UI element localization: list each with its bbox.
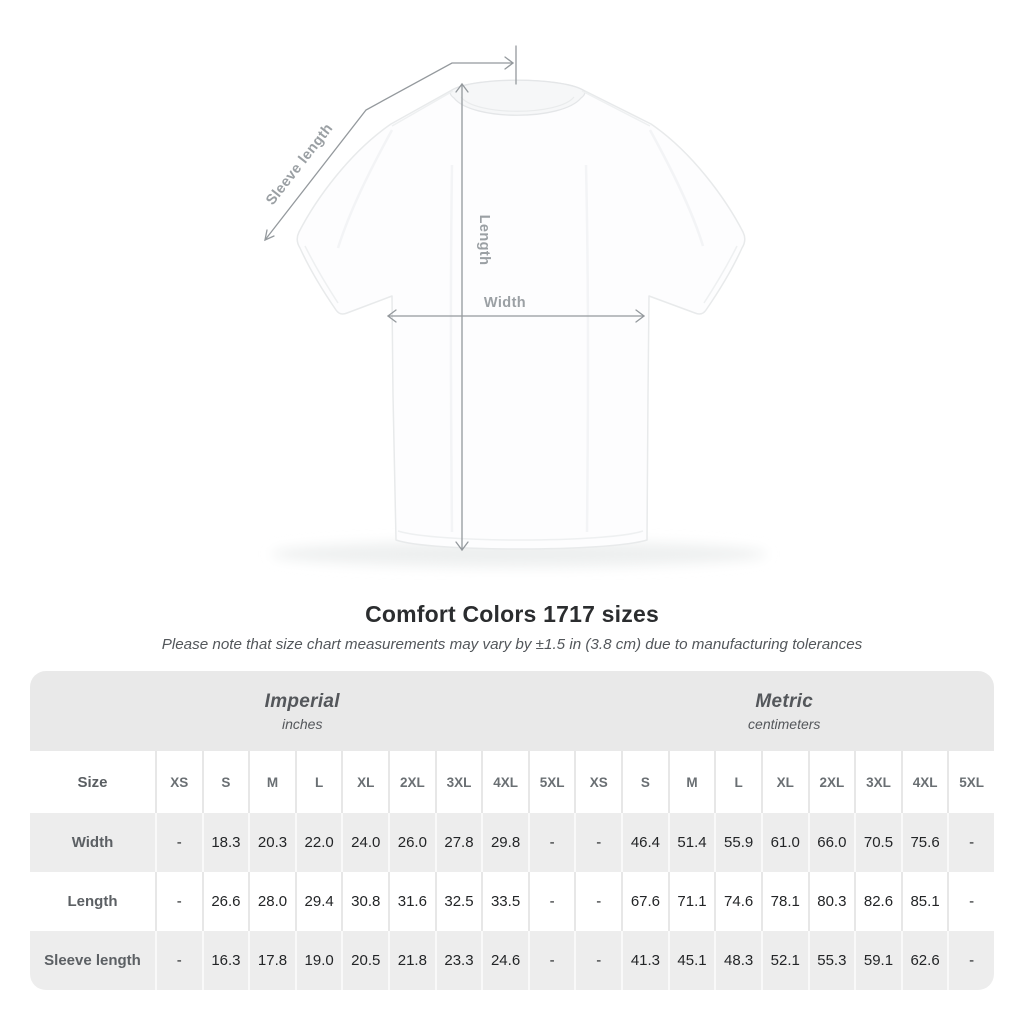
value-cell-metric: 75.6 xyxy=(901,813,948,872)
value-cell-metric: 59.1 xyxy=(854,931,901,990)
value-cell-metric: 51.4 xyxy=(668,813,715,872)
row-label: Sleeve length xyxy=(30,931,155,990)
value-cell-imperial: 24.0 xyxy=(341,813,388,872)
size-col-header-metric: 5XL xyxy=(947,751,994,813)
value-cell-imperial: 16.3 xyxy=(202,931,249,990)
row-label: Width xyxy=(30,813,155,872)
value-cell-metric: 78.1 xyxy=(761,872,808,931)
row-label: Length xyxy=(30,872,155,931)
value-cell-imperial: 30.8 xyxy=(341,872,388,931)
value-cell-imperial: 18.3 xyxy=(202,813,249,872)
value-cell-imperial: 29.4 xyxy=(295,872,342,931)
size-col-header-metric: M xyxy=(668,751,715,813)
value-cell-metric: - xyxy=(947,931,994,990)
tshirt-graphic xyxy=(297,80,745,549)
size-col-header-imperial: S xyxy=(202,751,249,813)
value-cell-metric: 41.3 xyxy=(621,931,668,990)
value-cell-metric: - xyxy=(574,813,621,872)
value-cell-imperial: 17.8 xyxy=(248,931,295,990)
value-cell-metric: 71.1 xyxy=(668,872,715,931)
size-col-header-imperial: L xyxy=(295,751,342,813)
value-cell-imperial: 32.5 xyxy=(435,872,482,931)
value-cell-metric: 82.6 xyxy=(854,872,901,931)
value-cell-metric: 74.6 xyxy=(714,872,761,931)
sleeve-length-label: Sleeve length xyxy=(263,120,337,209)
length-label: Length xyxy=(476,214,492,266)
size-column-header: Size xyxy=(30,751,155,813)
size-col-header-imperial: 4XL xyxy=(481,751,528,813)
value-cell-metric: 45.1 xyxy=(668,931,715,990)
value-cell-imperial: 20.5 xyxy=(341,931,388,990)
value-cell-imperial: - xyxy=(155,872,202,931)
size-col-header-metric: 3XL xyxy=(854,751,901,813)
value-cell-imperial: 19.0 xyxy=(295,931,342,990)
size-col-header-imperial: XS xyxy=(155,751,202,813)
value-cell-imperial: 29.8 xyxy=(481,813,528,872)
value-cell-imperial: 21.8 xyxy=(388,931,435,990)
size-col-header-imperial: 5XL xyxy=(528,751,575,813)
size-col-header-imperial: 3XL xyxy=(435,751,482,813)
value-cell-metric: - xyxy=(947,813,994,872)
size-table xyxy=(30,671,994,990)
size-col-header-metric: 4XL xyxy=(901,751,948,813)
metric-unit-label: centimeters xyxy=(748,715,821,732)
value-cell-imperial: 27.8 xyxy=(435,813,482,872)
value-cell-metric: 55.3 xyxy=(808,931,855,990)
value-cell-imperial: 23.3 xyxy=(435,931,482,990)
value-cell-metric: - xyxy=(947,872,994,931)
value-cell-imperial: - xyxy=(528,931,575,990)
value-cell-metric: 55.9 xyxy=(714,813,761,872)
imperial-unit-label: inches xyxy=(282,715,323,732)
value-cell-imperial: 24.6 xyxy=(481,931,528,990)
value-cell-metric: 70.5 xyxy=(854,813,901,872)
size-col-header-imperial: 2XL xyxy=(388,751,435,813)
size-col-header-metric: XS xyxy=(574,751,621,813)
page-title: Comfort Colors 1717 sizes xyxy=(365,601,659,627)
value-cell-metric: 80.3 xyxy=(808,872,855,931)
value-cell-metric: 52.1 xyxy=(761,931,808,990)
value-cell-metric: - xyxy=(574,931,621,990)
value-cell-metric: 48.3 xyxy=(714,931,761,990)
value-cell-imperial: - xyxy=(155,931,202,990)
metric-group-header xyxy=(574,671,994,751)
imperial-label: Imperial xyxy=(264,690,340,712)
size-col-header-metric: XL xyxy=(761,751,808,813)
value-cell-imperial: 31.6 xyxy=(388,872,435,931)
tolerance-note: Please note that size chart measurements may vary by ±1.5 in (3.8 cm) due to manufacturing tolerances xyxy=(161,636,863,653)
size-col-header-imperial: M xyxy=(248,751,295,813)
value-cell-imperial: 33.5 xyxy=(481,872,528,931)
value-cell-imperial: 20.3 xyxy=(248,813,295,872)
value-cell-imperial: 22.0 xyxy=(295,813,342,872)
value-cell-metric: 46.4 xyxy=(621,813,668,872)
size-col-header-metric: S xyxy=(621,751,668,813)
value-cell-metric: - xyxy=(574,872,621,931)
imperial-group-header xyxy=(30,671,574,751)
value-cell-metric: 85.1 xyxy=(901,872,948,931)
value-cell-imperial: 28.0 xyxy=(248,872,295,931)
value-cell-imperial: 26.0 xyxy=(388,813,435,872)
size-col-header-imperial: XL xyxy=(341,751,388,813)
size-col-header-metric: 2XL xyxy=(808,751,855,813)
value-cell-imperial: - xyxy=(528,872,575,931)
value-cell-imperial: 26.6 xyxy=(202,872,249,931)
metric-label: Metric xyxy=(755,690,814,712)
value-cell-metric: 66.0 xyxy=(808,813,855,872)
value-cell-imperial: - xyxy=(155,813,202,872)
value-cell-metric: 67.6 xyxy=(621,872,668,931)
value-cell-metric: 62.6 xyxy=(901,931,948,990)
width-label: Width xyxy=(483,295,527,311)
value-cell-imperial: - xyxy=(528,813,575,872)
size-col-header-metric: L xyxy=(714,751,761,813)
value-cell-metric: 61.0 xyxy=(761,813,808,872)
